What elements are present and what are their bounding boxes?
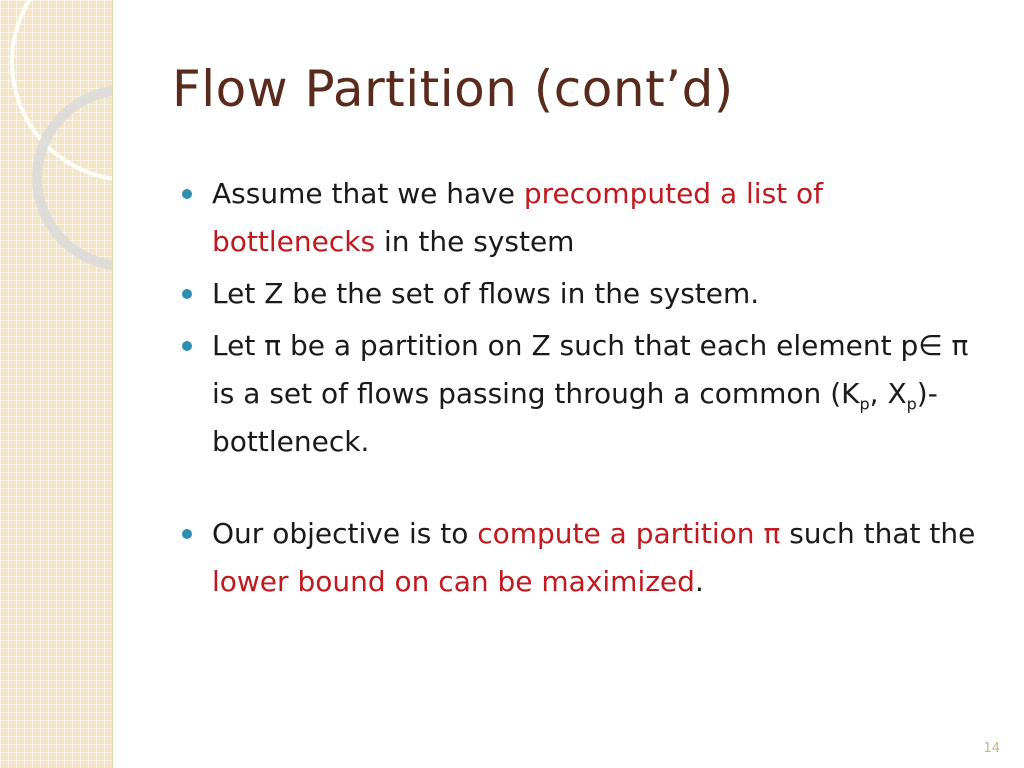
bullet-list [176,170,976,610]
bullet-item-2: Let Z be the set of flows in the system. [176,270,976,318]
bullet-dot-icon [182,189,192,199]
bullet-item-1: Assume that we have precomputed a list of bottlenecks in the system [176,170,976,266]
page-number: 14 [983,741,1000,756]
bullet-item-3: Let π be a partition on Z such that each element p∈ π is a set of flows passing through a common ($K_p$, $X_p$)-bottleneck. [176,322,976,466]
decorative-side-strip [0,0,113,768]
bullet-dot-icon [182,529,192,539]
decorative-rings-icon [0,0,112,768]
bullet-dot-icon [182,289,192,299]
slide-title: Flow Partition (cont’d) [172,60,734,118]
bullet-dot-icon [182,341,192,351]
bullet-item-4: Our objective is to compute a partition π such that the lower bound on can be maximized. [176,510,976,606]
